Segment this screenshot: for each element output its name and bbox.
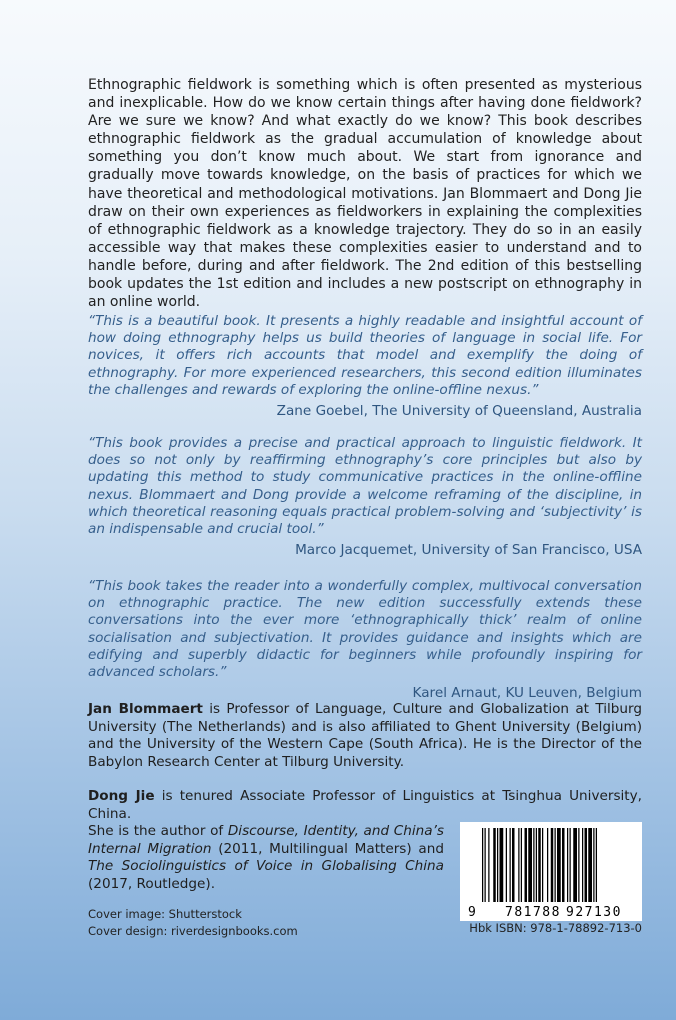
author-bio-blommaert xyxy=(88,701,642,771)
cover-design-credit: Cover design: riverdesignbooks.com xyxy=(88,923,298,938)
cover-image-credit: Cover image: Shutterstock xyxy=(88,907,242,921)
endorsement-2-quote: “This book provides a precise and practical approach to linguistic fieldwork. It does so not only by reaffirming ethnography’s core principles but also by updating this method to study communicative practices in the online-offline nexus. Blommaert and Dong provide a welcome reframing of the discipline, in which theoretical reasoning equals practical problem-solving and ‘subjectivity’ is an indispensable and crucial tool.” xyxy=(88,435,642,538)
barcode-digit-first: 9 xyxy=(468,905,476,920)
barcode-bar xyxy=(525,828,528,902)
barcode-bar xyxy=(521,828,522,902)
barcode-bar xyxy=(585,828,588,902)
barcode-bar xyxy=(512,828,515,902)
barcode-bar xyxy=(485,828,486,902)
book-title-sociolinguistics: The Sociolinguistics of Voice in Globalising China xyxy=(88,858,444,875)
endorsement-2 xyxy=(88,435,642,559)
endorsement-1 xyxy=(88,313,642,420)
barcode-bar xyxy=(493,828,496,902)
barcode-digits-left: 781788 xyxy=(505,905,561,920)
barcode-bar xyxy=(533,828,534,902)
barcode-bar xyxy=(567,828,568,902)
blurb-paragraph: Ethnographic fieldwork is something which is often presented as mysterious and inexplicable. How do we know certain things after having done fieldwork? Are we sure we know? And what exactly do we know? This book describes ethnographic fieldwork as the gradual accumulation of knowledge about something you don’t know much about. We start from ignorance and gradually move towards knowledge, on the basis of practices for which we have theoretical and methodological motivations. Jan Blommaert and Dong Jie draw on their own experiences as fieldworkers in explaining the complexities of ethnographic fieldwork as a knowledge trajectory. They do so in an easily accessible way that makes these complexities easier to understand and to handle before, during and after fieldwork. The 2nd edition of this bestselling book updates the 1st edition and includes a new postscript on ethnography in an online world. xyxy=(88,77,642,311)
isbn-label: Hbk ISBN: 978-1-78892-713-0 xyxy=(469,921,642,935)
barcode-bar xyxy=(596,828,597,902)
barcode-graphic xyxy=(460,822,642,921)
barcode-bar xyxy=(573,828,577,902)
barcode-bar xyxy=(482,828,483,902)
barcode-bar xyxy=(588,828,592,902)
barcode-bar xyxy=(551,828,554,902)
author-bio-dong-line1: Dong Jie is tenured Associate Professor of Linguistics at Tsinghua University, China. xyxy=(88,788,642,822)
barcode xyxy=(460,822,642,921)
cover-credits xyxy=(88,906,298,939)
barcode-bar xyxy=(518,828,519,902)
barcode-bar xyxy=(528,828,532,902)
barcode-bar xyxy=(538,828,541,902)
author-bio-dong-works: She is the author of Discourse, Identity, and China’s Internal Migration (2011, Multilingual Matters) and The Sociolinguistics of Voice in Globalising China (2017, Routledge). xyxy=(88,823,445,892)
barcode-bar xyxy=(557,828,561,902)
barcode-bar xyxy=(500,828,504,902)
book-title-discourse: Discourse, Identity, and China’s Internal Migration xyxy=(88,823,444,857)
endorsement-3-quote: “This book takes the reader into a wonderfully complex, multivocal conversation on ethnographic practice. The new edition successfully extends these conversations into the ever more ‘ethnographically thick’ realm of online socialisation and subjectivation. It provides guidance and insights which are edifying and superbly didactic for beginners while profoundly inspiring for advanced scholars.” xyxy=(88,578,642,681)
barcode-bar xyxy=(578,828,579,902)
endorsement-2-attribution: Marco Jacquemet, University of San Francisco, USA xyxy=(295,542,642,559)
barcode-digits-right: 927130 xyxy=(566,905,622,920)
barcode-bar xyxy=(555,828,556,902)
barcode-bar xyxy=(582,828,583,902)
endorsement-1-quote: “This is a beautiful book. It presents a highly readable and insightful account of how doing ethnography helps us build theories of language in social life. For novices, it offers rich accounts that model and exemplify the doing of ethnography. For more experienced researchers, this second edition illuminates the challenges and rewards of exploring the online-offline nexus.” xyxy=(88,313,642,398)
author-bio-blommaert-text: is Professor of Language, Culture and Globalization at Tilburg University (The Netherlands) and is also affiliated to Ghent University (Belgium) and the University of the Western Cape (South Africa). He is the Director of the Babylon Research Center at Tilburg University. xyxy=(88,701,642,770)
barcode-bar xyxy=(542,828,543,902)
endorsement-3 xyxy=(88,578,642,702)
barcode-bar xyxy=(536,828,537,902)
endorsement-3-attribution: Karel Arnaut, KU Leuven, Belgium xyxy=(412,685,642,702)
barcode-bar xyxy=(510,828,511,902)
barcode-bar xyxy=(547,828,548,902)
endorsement-1-attribution: Zane Goebel, The University of Queensland, Australia xyxy=(276,403,642,420)
barcode-bar xyxy=(488,828,489,902)
barcode-bar xyxy=(562,828,565,902)
barcode-bar xyxy=(593,828,594,902)
author-name-dong: Dong Jie xyxy=(88,788,155,804)
barcode-bar xyxy=(570,828,571,902)
barcode-bar xyxy=(506,828,507,902)
author-name-blommaert: Jan Blommaert xyxy=(88,701,203,717)
barcode-bar xyxy=(497,828,498,902)
